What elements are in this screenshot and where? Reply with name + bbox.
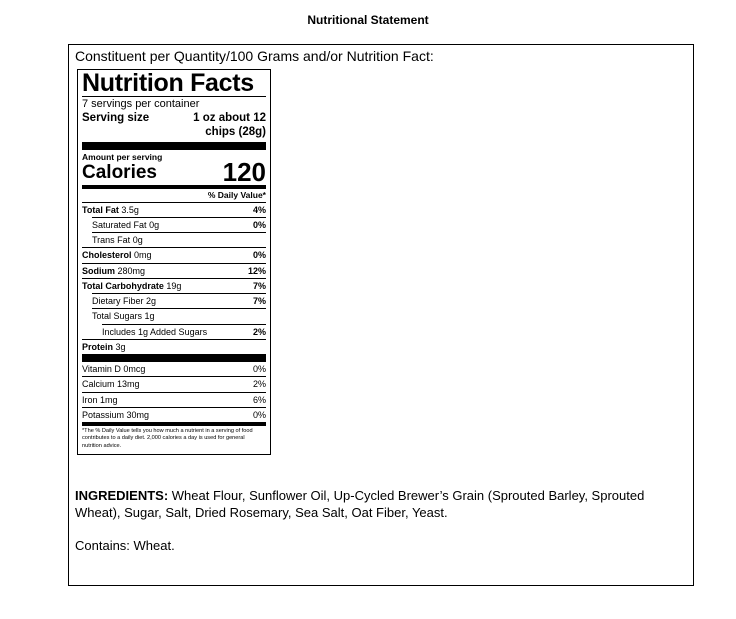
nutrient-name: Trans Fat xyxy=(92,235,131,246)
vitamin-pct: 2% xyxy=(252,379,266,390)
nutrient-name: Includes 1g Added Sugars xyxy=(102,326,208,337)
nutrient-pct: 12% xyxy=(247,265,266,276)
servings-per-container: 7 servings per container xyxy=(82,98,200,110)
allergen-contains: Contains: Wheat. xyxy=(75,538,175,553)
nutrient-amount: 3g xyxy=(115,341,126,352)
nutrient-row-sodium xyxy=(82,263,266,278)
nutrient-pct: 2% xyxy=(252,326,266,337)
nutrient-amount: 0g xyxy=(132,235,143,246)
vitamin-pct: 0% xyxy=(252,364,266,375)
serving-size-row xyxy=(82,112,266,140)
nutrient-amount: 0mg xyxy=(134,250,152,261)
ingredients-text: Wheat Flour, Sunflower Oil, Up-Cycled Brewer’s Grain (Sprouted Barley, Sprouted Wheat), Sugar, Salt, Dried Rosemary, Sea Salt, Oat Fiber, Yeast. xyxy=(75,488,645,521)
vitamin-row xyxy=(82,376,266,391)
nutrient-row-total-carbohydrate xyxy=(82,278,266,293)
nutrient-row-total-sugars xyxy=(92,308,266,323)
nutrient-name: Sodium xyxy=(82,265,115,276)
vitamin-name: Calcium 13mg xyxy=(82,379,140,390)
vitamin-row xyxy=(82,407,266,422)
nutrient-pct: 0% xyxy=(252,219,266,230)
daily-value-footnote: *The % Daily Value tells you how much a nutrient in a serving of food contributes to a daily diet. 2,000 calories a day is used for general nutrition advice. xyxy=(82,428,253,449)
nutrient-amount: 3.5g xyxy=(121,204,139,215)
nutrient-pct: 4% xyxy=(252,204,266,215)
nutrient-pct: 7% xyxy=(252,280,266,291)
nutrient-row-trans-fat xyxy=(92,232,266,247)
calories-value: 120 xyxy=(222,156,266,187)
nutrient-name: Cholesterol xyxy=(82,250,132,261)
nutrient-amount: 2g xyxy=(146,296,157,307)
nutrient-pct: 0% xyxy=(252,250,266,261)
serving-size-label: Serving size xyxy=(82,111,150,124)
statement-box xyxy=(68,44,694,586)
serving-size-value-line2: chips (28g) xyxy=(205,125,266,138)
divider-thick xyxy=(82,142,266,150)
daily-value-header: % Daily Value* xyxy=(207,189,266,200)
calories-label: Calories xyxy=(82,162,157,184)
vitamin-name: Vitamin D 0mcg xyxy=(82,364,146,375)
nutrient-name: Protein xyxy=(82,341,114,352)
amount-per-serving: Amount per serving xyxy=(82,152,163,163)
nutrient-name: Total Carbohydrate xyxy=(82,280,164,291)
nutrient-row-added-sugars xyxy=(102,324,266,339)
nutrient-row-protein xyxy=(82,339,266,354)
vitamin-name: Potassium 30mg xyxy=(82,409,150,420)
nutrient-name: Dietary Fiber xyxy=(92,296,144,307)
nutrient-pct: 7% xyxy=(252,296,266,307)
nutrient-amount: 19g xyxy=(166,280,182,291)
vitamin-row xyxy=(82,362,266,376)
nutrition-facts-panel xyxy=(77,69,271,455)
serving-size-value-line1: 1 oz about 12 xyxy=(193,111,266,124)
vitamin-pct: 6% xyxy=(252,394,266,405)
nutrient-row-dietary-fiber xyxy=(92,293,266,308)
vitamin-row xyxy=(82,392,266,407)
ingredients-statement xyxy=(75,487,675,522)
nutrient-name: Total Sugars xyxy=(92,311,143,322)
nutrient-name: Total Fat xyxy=(82,204,119,215)
nutrient-amount: 0g xyxy=(149,219,160,230)
nutrient-row-total-fat xyxy=(82,202,266,217)
ingredients-label: INGREDIENTS: xyxy=(75,488,169,503)
nutrient-row-cholesterol xyxy=(82,247,266,262)
nutrition-facts-title: Nutrition Facts xyxy=(82,69,254,97)
vitamin-name: Iron 1mg xyxy=(82,394,118,405)
constituent-label: Constituent per Quantity/100 Grams and/or Nutrition Fact: xyxy=(75,48,434,64)
nutrient-amount: 280mg xyxy=(117,265,146,276)
nutrient-name: Saturated Fat xyxy=(92,219,147,230)
nutrient-amount: 1g xyxy=(144,311,155,322)
page-heading: Nutritional Statement xyxy=(307,13,429,27)
divider-thick xyxy=(82,354,266,362)
serving-size-value xyxy=(193,112,266,140)
nutrient-row-saturated-fat xyxy=(92,217,266,232)
vitamin-pct: 0% xyxy=(252,409,266,420)
